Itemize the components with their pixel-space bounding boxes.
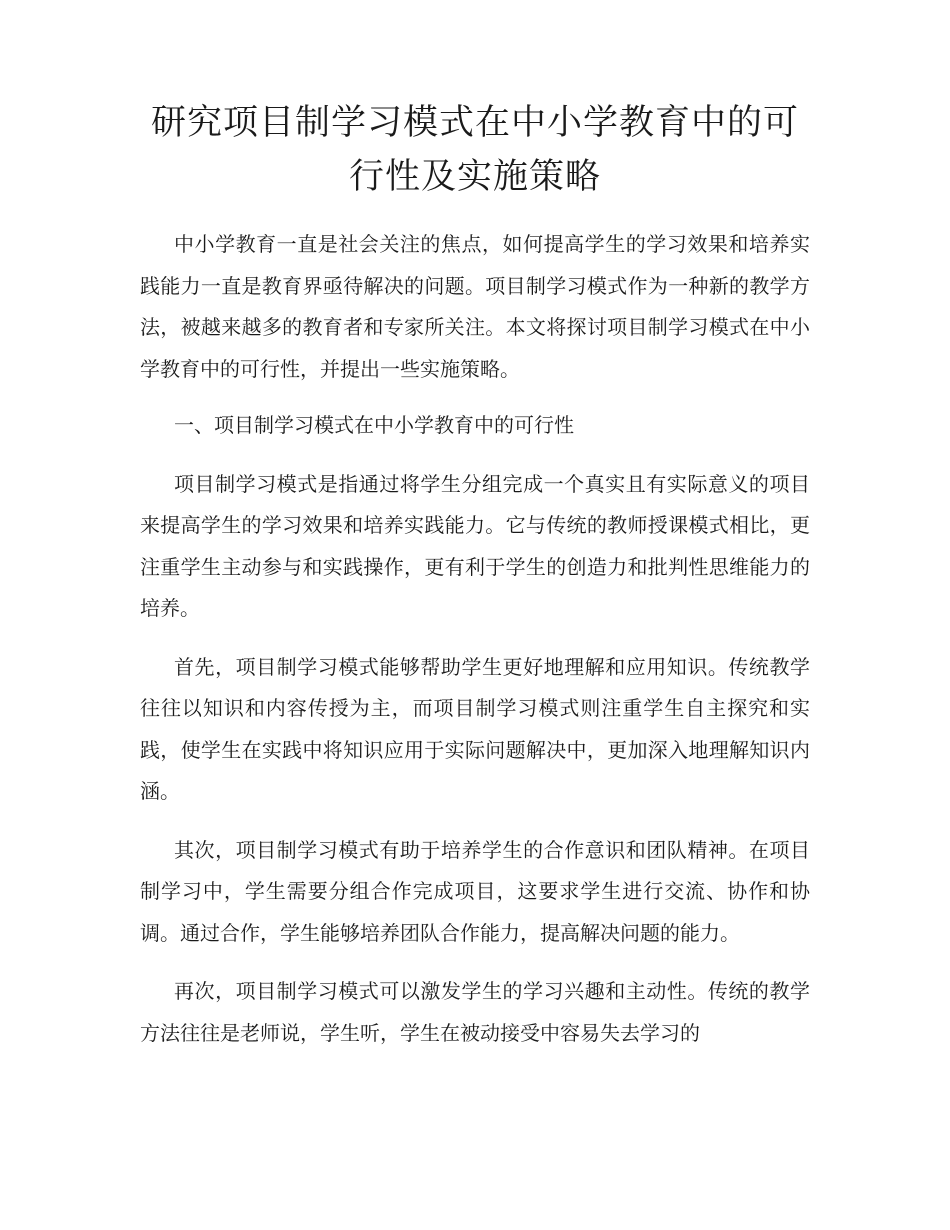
paragraph-definition: 项目制学习模式是指通过将学生分组完成一个真实且有实际意义的项目来提高学生的学习效果和培养实践能力。它与传统的教师授课模式相比，更注重学生主动参与和实践操作，更有利于学生的创造力和批判性思维能力的培养。 — [140, 471, 810, 620]
section-heading-feasibility: 一、项目制学习模式在中小学教育中的可行性 — [174, 413, 574, 437]
paragraph-third-point: 再次，项目制学习模式可以激发学生的学习兴趣和主动性。传统的教学方法往往是老师说，学生听，学生在被动接受中容易失去学习的 — [140, 979, 810, 1045]
paragraph-second-point: 其次，项目制学习模式有助于培养学生的合作意识和团队精神。在项目制学习中，学生需要分组合作完成项目，这要求学生进行交流、协作和协调。通过合作，学生能够培养团队合作能力，提高解决问题的能力。 — [140, 837, 810, 945]
paragraph-intro: 中小学教育一直是社会关注的焦点，如何提高学生的学习效果和培养实践能力一直是教育界亟待解决的问题。项目制学习模式作为一种新的教学方法，被越来越多的教育者和专家所关注。本文将探讨项目制学习模式在中小学教育中的可行性，并提出一些实施策略。 — [140, 232, 810, 381]
document-title: 研究项目制学习模式在中小学教育中的可行性及实施策略 — [150, 103, 799, 197]
document-body — [140, 224, 810, 1054]
paragraph-first-point: 首先，项目制学习模式能够帮助学生更好地理解和应用知识。传统教学往往以知识和内容传授为主，而项目制学习模式则注重学生自主探究和实践，使学生在实践中将知识应用于实际问题解决中，更加深入地理解知识内涵。 — [140, 654, 810, 803]
